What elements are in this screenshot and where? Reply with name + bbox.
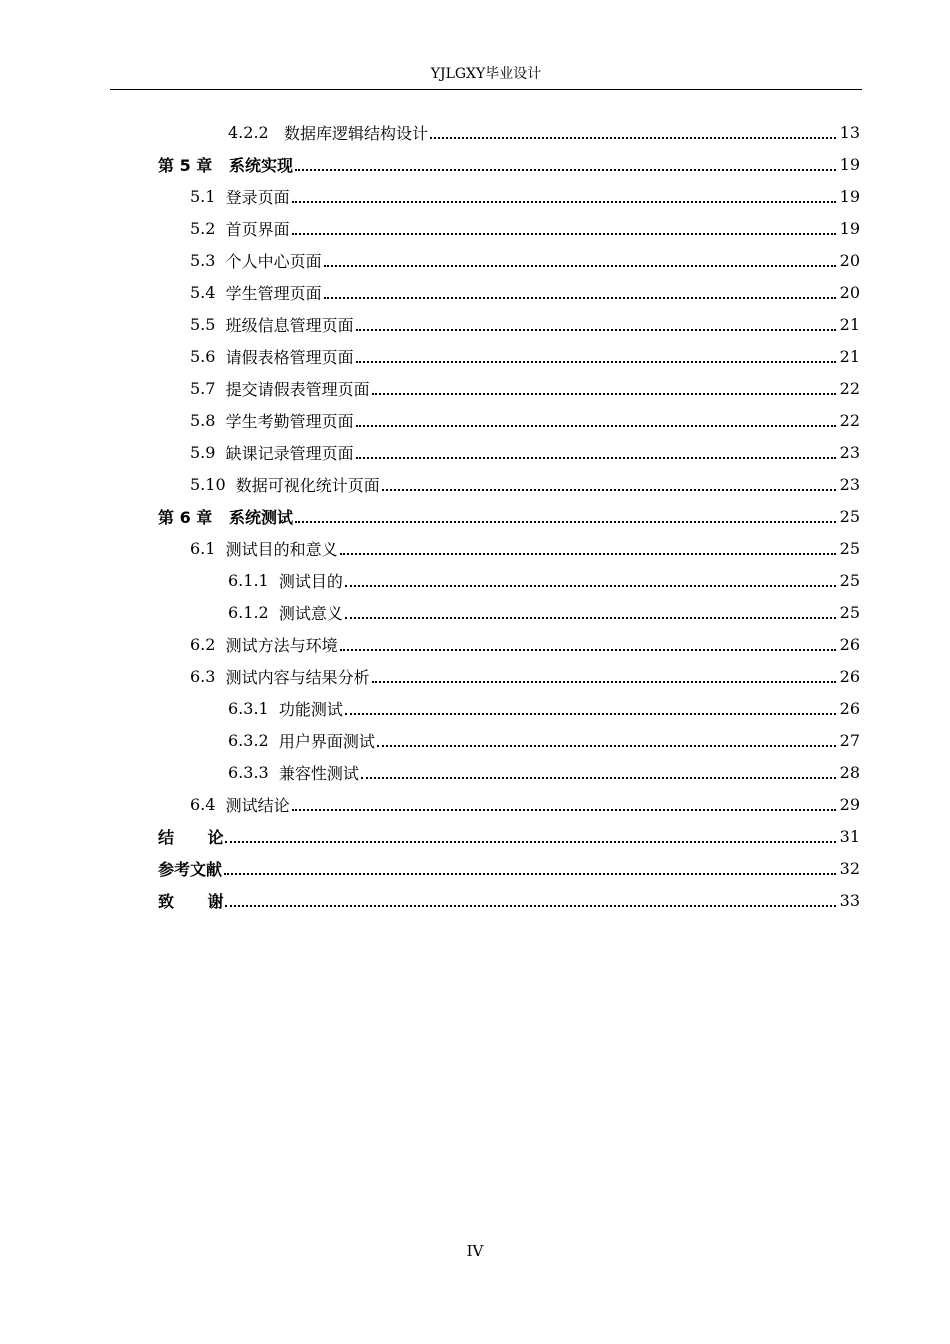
page-number: IV — [466, 1242, 484, 1260]
toc-entry[interactable] — [0, 404, 860, 436]
toc-entry-page: 29 — [839, 794, 860, 814]
toc-entry-page: 20 — [839, 282, 860, 302]
toc-leader-dots — [225, 890, 836, 910]
toc-entry-title: 系统测试 — [229, 507, 294, 527]
toc-leader-dots — [340, 634, 836, 654]
toc-leader-dots — [372, 378, 836, 398]
toc-entry-number: 5.10 — [190, 474, 226, 494]
toc-entry-title: 测试目的 — [278, 571, 343, 591]
toc-entry-title: 数据可视化统计页面 — [235, 475, 380, 495]
toc-entry[interactable] — [0, 884, 860, 916]
toc-entry-gap — [215, 379, 225, 398]
toc-entry-gap — [174, 827, 207, 846]
toc-entry-number: 第 5 章 — [158, 155, 213, 175]
toc-entry-title: 测试方法与环境 — [225, 635, 338, 655]
toc-entry[interactable] — [0, 212, 860, 244]
toc-entry-gap — [215, 539, 225, 558]
toc-entry-title: 兼容性测试 — [278, 763, 359, 783]
toc-entry-number: 结 — [158, 827, 175, 847]
toc-entry-gap — [215, 795, 225, 814]
toc-entry[interactable] — [0, 436, 860, 468]
toc-entry-number: 5.9 — [190, 442, 216, 462]
toc-entry-number: 5.7 — [190, 378, 216, 398]
toc-entry-number: 5.2 — [190, 218, 216, 238]
toc-entry-title: 首页界面 — [225, 219, 290, 239]
toc-leader-dots — [345, 570, 836, 590]
toc-entry-page: 26 — [839, 634, 860, 654]
toc-entry[interactable] — [0, 308, 860, 340]
toc-entry-title: 班级信息管理页面 — [225, 315, 354, 335]
toc-entry-title: 缺课记录管理页面 — [225, 443, 354, 463]
toc-entry-page: 13 — [839, 122, 860, 142]
toc-entry[interactable] — [0, 340, 860, 372]
toc-entry-number: 6.3.1 — [228, 698, 269, 718]
toc-entry-page: 25 — [839, 538, 860, 558]
toc-entry-title: 测试内容与结果分析 — [225, 667, 370, 687]
toc-entry-page: 25 — [839, 570, 860, 590]
toc-leader-dots — [225, 826, 836, 846]
toc-entry-title: 论 — [207, 827, 224, 847]
toc-entry-page: 28 — [839, 762, 860, 782]
header-divider — [110, 89, 862, 90]
toc-entry-page: 19 — [839, 218, 860, 238]
toc-entry-page: 19 — [839, 186, 860, 206]
toc-entry[interactable] — [0, 564, 860, 596]
toc-entry-gap — [215, 411, 225, 430]
toc-leader-dots — [295, 154, 836, 174]
toc-entry-title: 功能测试 — [278, 699, 343, 719]
toc-entry[interactable] — [0, 500, 860, 532]
toc-entry-number: 5.6 — [190, 346, 216, 366]
toc-entry[interactable] — [0, 820, 860, 852]
toc-leader-dots — [356, 410, 836, 430]
toc-entry[interactable] — [0, 116, 860, 148]
toc-leader-dots — [324, 250, 836, 270]
toc-entry[interactable] — [0, 692, 860, 724]
toc-entry-number: 4.2.2 — [228, 122, 269, 142]
toc-entry-page: 21 — [839, 314, 860, 334]
toc-entry-title: 谢 — [207, 891, 224, 911]
toc-entry[interactable] — [0, 148, 860, 180]
toc-entry-page: 31 — [839, 826, 860, 846]
toc-entry-title: 登录页面 — [225, 187, 290, 207]
toc-entry-number: 第 6 章 — [158, 507, 213, 527]
toc-entry-gap — [269, 763, 279, 782]
toc-entry[interactable] — [0, 276, 860, 308]
toc-entry-page: 32 — [839, 858, 860, 878]
toc-leader-dots — [324, 282, 836, 302]
toc-entry-title: 测试结论 — [225, 795, 290, 815]
toc-entry-number: 6.1.2 — [228, 602, 269, 622]
toc-entry-page: 26 — [839, 698, 860, 718]
toc-entry[interactable] — [0, 628, 860, 660]
toc-leader-dots — [377, 730, 836, 750]
toc-leader-dots — [340, 538, 836, 558]
toc-entry-page: 33 — [839, 890, 860, 910]
table-of-contents — [0, 116, 950, 916]
toc-entry-number: 5.4 — [190, 282, 216, 302]
toc-entry[interactable] — [0, 244, 860, 276]
toc-entry-gap — [215, 283, 225, 302]
toc-entry[interactable] — [0, 372, 860, 404]
toc-leader-dots — [345, 602, 836, 622]
toc-entry-number: 6.4 — [190, 794, 216, 814]
toc-entry-number: 6.3 — [190, 666, 216, 686]
toc-entry-gap — [215, 347, 225, 366]
toc-entry-gap — [269, 123, 284, 142]
toc-entry-page: 23 — [839, 474, 860, 494]
toc-entry-number: 致 — [158, 891, 175, 911]
toc-entry-gap — [215, 315, 225, 334]
toc-entry-title: 学生管理页面 — [225, 283, 322, 303]
toc-leader-dots — [292, 218, 836, 238]
toc-entry-title: 用户界面测试 — [278, 731, 375, 751]
toc-entry-title: 测试意义 — [278, 603, 343, 623]
toc-entry[interactable] — [0, 532, 860, 564]
toc-entry-title: 请假表格管理页面 — [225, 347, 354, 367]
toc-entry[interactable] — [0, 660, 860, 692]
toc-leader-dots — [382, 474, 836, 494]
toc-leader-dots — [345, 698, 836, 718]
toc-entry-page: 26 — [839, 666, 860, 686]
toc-entry-gap — [215, 219, 225, 238]
toc-entry-gap — [215, 443, 225, 462]
toc-entry-gap — [269, 571, 279, 590]
toc-entry-gap — [269, 731, 279, 750]
toc-entry-gap — [269, 603, 279, 622]
toc-entry-page: 27 — [839, 730, 860, 750]
toc-entry-gap — [215, 635, 225, 654]
toc-entry-gap — [215, 187, 225, 206]
toc-entry[interactable] — [0, 788, 860, 820]
toc-entry-gap — [215, 667, 225, 686]
toc-entry-number: 5.8 — [190, 410, 216, 430]
toc-entry-page: 21 — [839, 346, 860, 366]
toc-entry-title: 测试目的和意义 — [225, 539, 338, 559]
toc-entry-number: 6.1.1 — [228, 570, 269, 590]
toc-entry-title: 学生考勤管理页面 — [225, 411, 354, 431]
toc-entry-gap — [215, 251, 225, 270]
toc-entry-page: 22 — [839, 378, 860, 398]
toc-entry[interactable] — [0, 596, 860, 628]
toc-entry-page: 20 — [839, 250, 860, 270]
toc-entry-page: 25 — [839, 506, 860, 526]
toc-entry-page: 25 — [839, 602, 860, 622]
toc-entry[interactable] — [0, 852, 860, 884]
toc-entry-number: 6.2 — [190, 634, 216, 654]
toc-leader-dots — [356, 442, 836, 462]
toc-entry-number: 6.3.2 — [228, 730, 269, 750]
toc-leader-dots — [372, 666, 836, 686]
toc-entry-gap — [174, 891, 207, 910]
toc-entry[interactable] — [0, 180, 860, 212]
toc-entry-number: 6.1 — [190, 538, 216, 558]
toc-entry-gap — [212, 155, 229, 174]
running-header: YJLGXY毕业设计 — [430, 66, 542, 82]
toc-entry-title: 系统实现 — [229, 155, 294, 175]
toc-entry-page: 19 — [839, 154, 860, 174]
toc-entry-number: 参考文献 — [158, 859, 223, 879]
toc-entry[interactable] — [0, 724, 860, 756]
toc-entry[interactable] — [0, 468, 860, 500]
toc-leader-dots — [356, 346, 836, 366]
toc-entry-title: 提交请假表管理页面 — [225, 379, 370, 399]
toc-leader-dots — [224, 858, 836, 878]
toc-entry-page: 23 — [839, 442, 860, 462]
toc-entry-gap — [212, 507, 229, 526]
toc-entry[interactable] — [0, 756, 860, 788]
toc-entry-title: 个人中心页面 — [225, 251, 322, 271]
toc-entry-number: 5.3 — [190, 250, 216, 270]
toc-leader-dots — [361, 762, 836, 782]
toc-leader-dots — [292, 794, 836, 814]
toc-entry-number: 5.1 — [190, 186, 216, 206]
toc-entry-gap — [226, 475, 236, 494]
toc-leader-dots — [295, 506, 836, 526]
toc-entry-number: 6.3.3 — [228, 762, 269, 782]
toc-entry-number: 5.5 — [190, 314, 216, 334]
toc-entry-page: 22 — [839, 410, 860, 430]
toc-leader-dots — [430, 122, 836, 142]
toc-entry-title: 数据库逻辑结构设计 — [283, 123, 428, 143]
toc-leader-dots — [292, 186, 836, 206]
toc-leader-dots — [356, 314, 836, 334]
toc-entry-gap — [269, 699, 279, 718]
